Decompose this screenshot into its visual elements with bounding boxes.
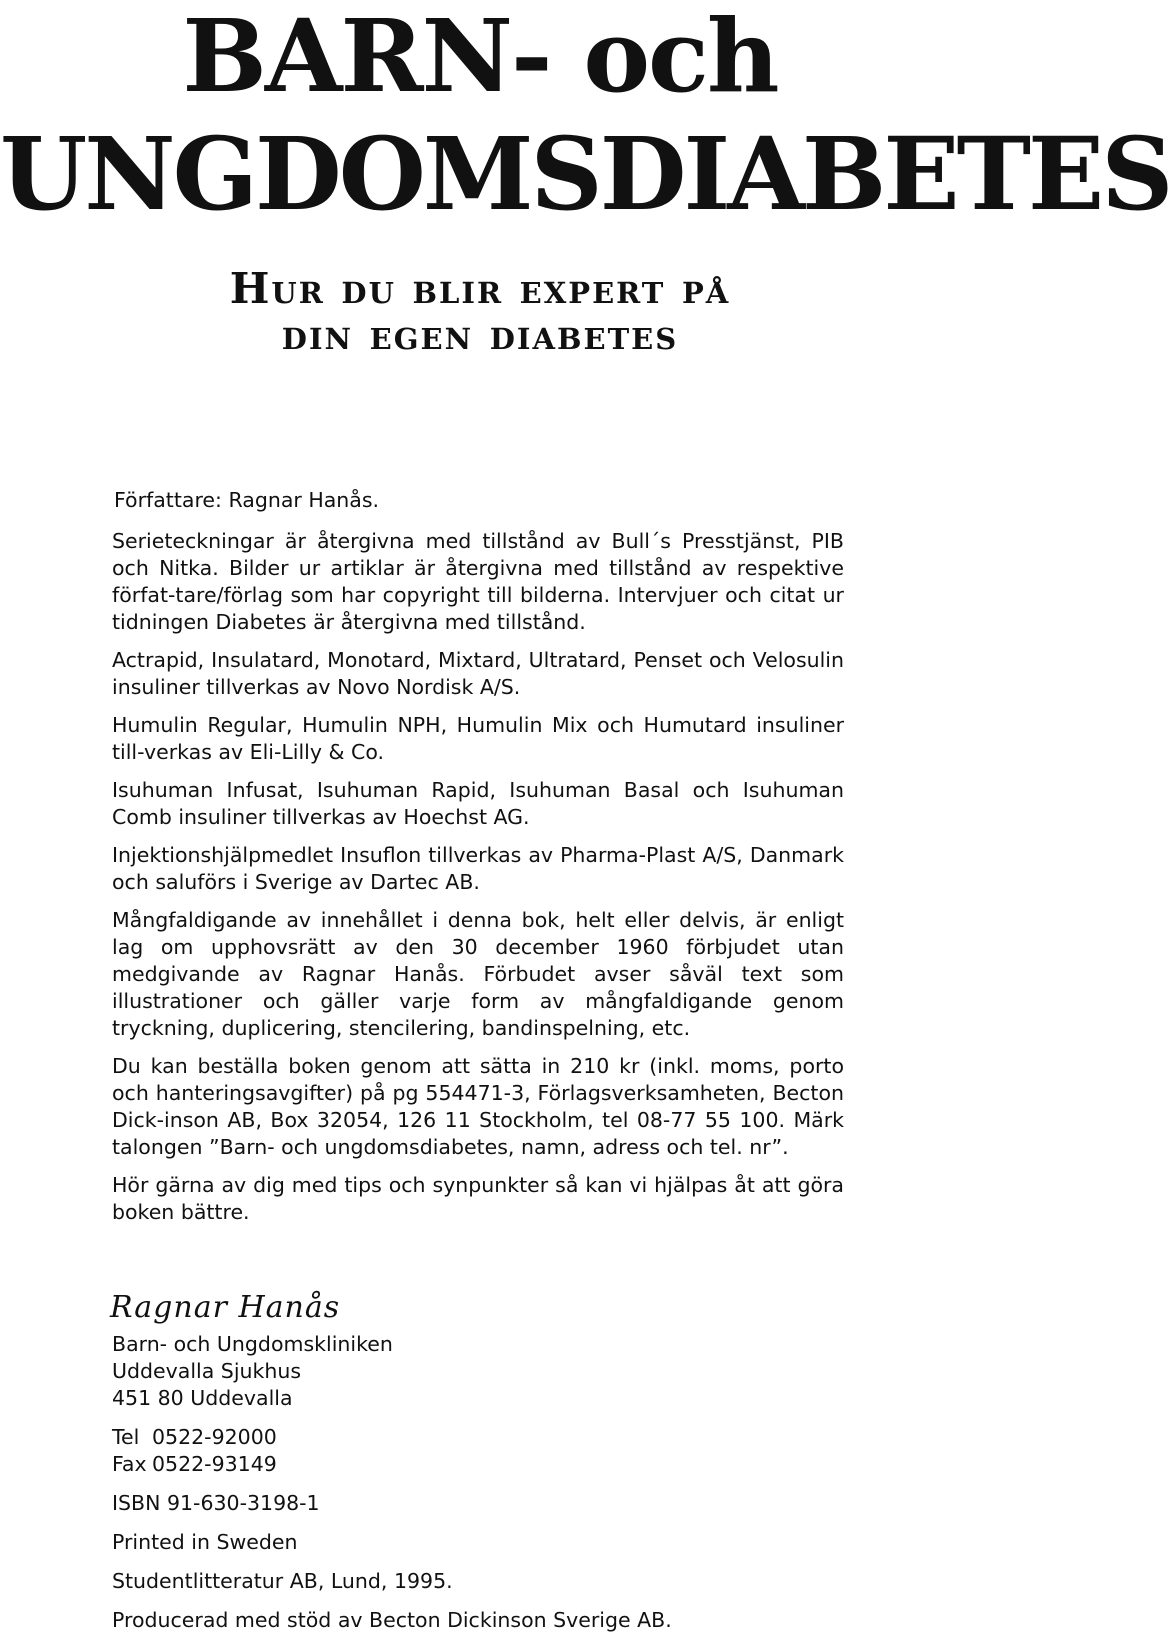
contact-info — [112, 1331, 844, 1646]
printed-in: Printed in Sweden — [112, 1530, 298, 1554]
fax-line — [112, 1451, 844, 1478]
novo-nordisk-note: Actrapid, Insulatard, Monotard, Mixtard, Ultratard, Penset och Velosulin insuliner tillverkas av Novo Nordisk A/S. — [112, 648, 844, 699]
book-subtitle — [0, 266, 960, 358]
hoechst-note: Isuhuman Infusat, Isuhuman Rapid, Isuhuman Basal och Isuhuman Comb insuliner tillverkas av Hoechst AG. — [112, 778, 844, 829]
author-signature: Ragnar Hanås — [110, 1290, 341, 1325]
publisher: Studentlitteratur AB, Lund, 1995. — [112, 1569, 453, 1593]
illustration-credits: Serieteckningar är återgivna med tillstånd av Bull´s Presstjänst, PIB och Nitka. Bilder ur artiklar är återgivna med tillstånd av respektive förfat-tare/förlag som har copyright till bilderna. Intervjuer och citat ur tidningen Diabetes är återgivna med tillstånd. — [112, 529, 844, 634]
author-credit: Författare: Ragnar Hanås. — [114, 488, 380, 512]
isbn: ISBN 91-630-3198-1 — [112, 1491, 320, 1515]
address-line: Uddevalla Sjukhus — [112, 1359, 302, 1383]
insuflon-note: Injektionshjälpmedlet Insuflon tillverkas av Pharma-Plast A/S, Danmark och saluförs i Sverige av Dartec AB. — [112, 843, 844, 894]
tel-label: Tel — [112, 1425, 140, 1449]
book-subtitle-line1: Hur du blir expert på — [229, 264, 731, 313]
book-title-line2: UNGDOMSDIABETES — [0, 115, 1170, 233]
tel-line — [112, 1424, 844, 1451]
copyright-notice: Mångfaldigande av innehållet i denna bok, helt eller delvis, är enligt lag om upphovsrätt av den 30 december 1960 förbjudet utan medgivande av Ragnar Hanås. Förbudet avser såväl text som illustrationer och gäller varje form av mångfaldigande genom tryckning, duplicering, stencilering, bandinspelning, etc. — [112, 908, 844, 1040]
fax-value: 0522-93149 — [152, 1452, 277, 1476]
eli-lilly-note: Humulin Regular, Humulin NPH, Humulin Mix och Humutard insuliner till-verkas av Eli-Lilly & Co. — [112, 713, 844, 764]
sponsor: Producerad med stöd av Becton Dickinson Sverige AB. — [112, 1608, 672, 1632]
book-subtitle-line2: din egen diabetes — [281, 310, 679, 359]
tel-value: 0522-92000 — [152, 1425, 277, 1449]
imprint-text — [112, 487, 844, 1237]
order-info: Du kan beställa boken genom att sätta in 210 kr (inkl. moms, porto och hanteringsavgifter) på pg 554471-3, Förlagsverksamheten, Becton Dick-inson AB, Box 32054, 126 11 Stockholm, tel 08-77 55 100. Märk talongen ”Barn- och ungdomsdiabetes, namn, adress och tel. nr”. — [112, 1054, 844, 1159]
address-line: 451 80 Uddevalla — [112, 1386, 293, 1410]
feedback-request: Hör gärna av dig med tips och synpunkter så kan vi hjälpas åt att göra boken bättre. — [112, 1173, 844, 1224]
address-line: Barn- och Ungdomskliniken — [112, 1332, 393, 1356]
book-title-line1: BARN- och — [182, 0, 778, 115]
fax-label: Fax — [112, 1452, 147, 1476]
